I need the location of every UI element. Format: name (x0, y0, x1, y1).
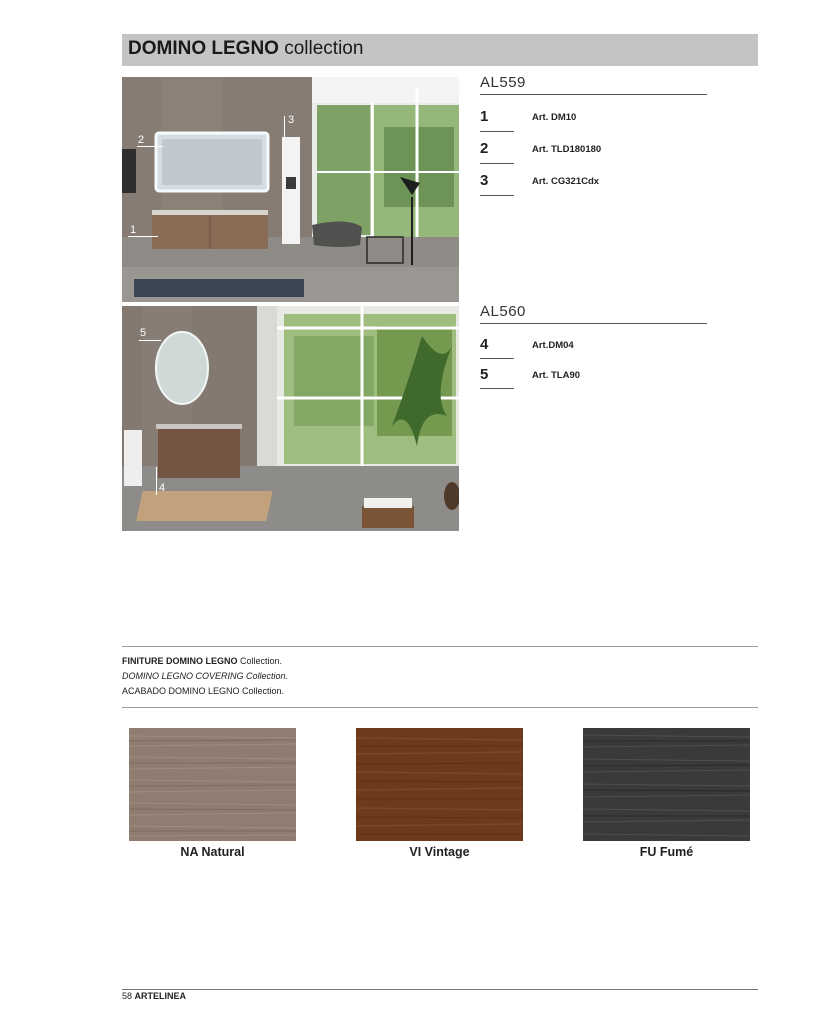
item-rule (480, 163, 514, 164)
finishes-heading-it (122, 656, 282, 666)
finishes-heading-en: DOMINO LEGNO COVERING Collection. (122, 671, 289, 681)
page-title (128, 38, 363, 60)
callout-line-1 (128, 236, 158, 237)
finishes-heading-rest: Collection. (240, 656, 283, 666)
swatch-fume (583, 728, 750, 841)
callout-line-5 (139, 340, 161, 341)
item-rule (480, 195, 514, 196)
item-article: Art.DM04 (532, 340, 574, 351)
composition-code-al560: AL560 (480, 303, 526, 320)
swatch-label-natural: NA Natural (180, 845, 245, 859)
code-rule (480, 94, 707, 95)
item-number: 3 (480, 172, 489, 189)
item-rule (480, 388, 514, 389)
item-number: 5 (480, 366, 489, 383)
photo-composition-al559 (122, 77, 459, 302)
item-article: Art. DM10 (532, 112, 577, 123)
swatch-natural (129, 728, 296, 841)
page-footer (122, 991, 186, 1001)
title-rest: collection (284, 38, 364, 59)
footer-rule (122, 989, 758, 990)
item-number: 2 (480, 140, 489, 157)
code-rule (480, 323, 707, 324)
header-bar (122, 34, 758, 66)
item-number: 4 (480, 336, 489, 353)
item-article: Art. TLA90 (532, 370, 581, 381)
callout-3: 3 (288, 114, 295, 126)
item-article: Art. CG321Cdx (532, 176, 600, 187)
swatch-label-vintage: VI Vintage (409, 845, 470, 859)
item-rule (480, 358, 514, 359)
title-bold: DOMINO LEGNO (128, 38, 279, 59)
callout-4: 4 (159, 482, 166, 494)
callout-2: 2 (138, 134, 145, 146)
swatch-label-fume: FU Fumé (639, 845, 694, 859)
callout-line-4 (156, 467, 157, 495)
brand-name: ARTELINEA (134, 991, 187, 1001)
finishes-heading-es: ACABADO DOMINO LEGNO Collection. (122, 686, 285, 696)
item-number: 1 (480, 108, 489, 125)
callout-line-2 (137, 146, 163, 147)
finishes-bottom-divider (122, 707, 758, 708)
finishes-top-divider (122, 646, 758, 647)
finishes-heading-bold: FINITURE DOMINO LEGNO (122, 656, 238, 666)
swatch-vintage (356, 728, 523, 841)
photo-composition-al560 (122, 306, 459, 531)
composition-code-al559: AL559 (480, 74, 526, 91)
page-number: 58 (122, 991, 133, 1001)
callout-1: 1 (130, 224, 137, 236)
callout-line-3 (284, 116, 285, 140)
item-article: Art. TLD180180 (532, 144, 602, 155)
callout-5: 5 (140, 327, 147, 339)
item-rule (480, 131, 514, 132)
